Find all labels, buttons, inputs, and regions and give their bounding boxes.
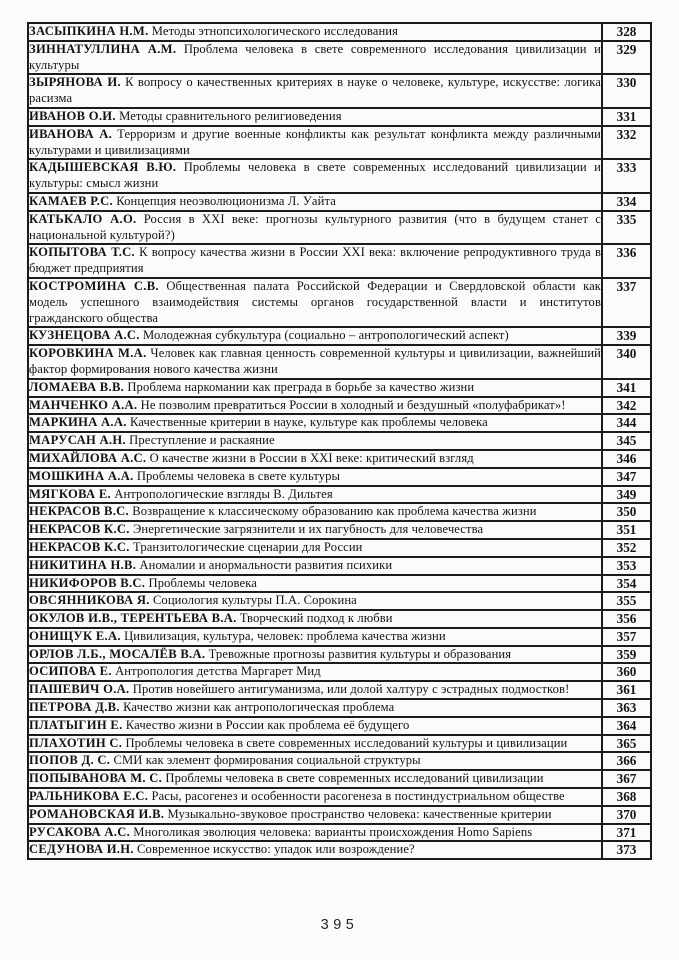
entry-title: Проблемы человека в свете современных исследований цивилизации <box>165 771 544 786</box>
entry-page-number: 371 <box>602 824 651 842</box>
table-row <box>28 126 651 160</box>
entry-page-number: 365 <box>602 735 651 753</box>
author-index-table-body <box>28 23 651 859</box>
entry-text <box>28 432 602 450</box>
entry-title: Общественная палата Российской Федерации и Свердловской области как модель успешного взаимодействия системы органов государственной власти и институтов гражданского общества <box>29 278 602 325</box>
entry-title: Качество жизни как антропологическая проблема <box>123 700 395 715</box>
entry-author: ПЛАХОТИН С. <box>29 735 123 750</box>
table-row <box>28 681 651 699</box>
table-row <box>28 592 651 610</box>
entry-title: Социология культуры П.А. Сорокина <box>152 593 357 608</box>
entry-author: ПОПЫВАНОВА М. С. <box>29 771 163 786</box>
table-row <box>28 770 651 788</box>
entry-title: Творческий подход к любви <box>239 611 393 626</box>
entry-page-number: 363 <box>602 699 651 717</box>
entry-author: НИКИФОРОВ В.С. <box>29 575 146 590</box>
table-row <box>28 414 651 432</box>
entry-text <box>28 397 602 415</box>
entry-title: Проблема наркомании как преграда в борьбе за качество жизни <box>127 379 475 394</box>
table-row <box>28 521 651 539</box>
entry-author: КОРОВКИНА М.А. <box>29 346 147 361</box>
entry-author: НИКИТИНА Н.В. <box>29 557 137 572</box>
entry-text <box>28 770 602 788</box>
entry-page-number: 368 <box>602 788 651 806</box>
entry-title: Методы этнопсихологического исследования <box>151 24 399 38</box>
table-row <box>28 841 651 859</box>
entry-author: ОСИПОВА Е. <box>29 664 112 679</box>
entry-text <box>28 735 602 753</box>
entry-page-number: 356 <box>602 610 651 628</box>
entry-author: РУСАКОВА А.С. <box>29 824 131 839</box>
entry-text <box>28 379 602 397</box>
entry-page-number: 373 <box>602 841 651 859</box>
entry-author: ИВАНОВ О.И. <box>29 108 116 123</box>
entry-page-number: 354 <box>602 575 651 593</box>
table-row <box>28 345 651 379</box>
entry-text <box>28 327 602 345</box>
entry-title: Проблемы человека в свете современных исследований культуры и цивилизации <box>125 735 568 750</box>
table-row <box>28 806 651 824</box>
entry-text <box>28 450 602 468</box>
entry-author: ОРЛОВ Л.Б., МОСАЛЁВ В.А. <box>29 646 206 661</box>
entry-page-number: 331 <box>602 108 651 126</box>
entry-page-number: 367 <box>602 770 651 788</box>
entry-author: КАДЫШЕВСКАЯ В.Ю. <box>29 160 177 175</box>
entry-page-number: 340 <box>602 345 651 379</box>
entry-text <box>28 592 602 610</box>
entry-text <box>28 503 602 521</box>
entry-title: Возвращение к классическому образованию как проблема качества жизни <box>132 504 537 519</box>
table-row <box>28 41 651 75</box>
entry-title: Проблемы человека <box>148 575 257 590</box>
table-row <box>28 486 651 504</box>
entry-author: ПЛАТЫГИН Е. <box>29 717 123 732</box>
entry-page-number: 352 <box>602 539 651 557</box>
table-row <box>28 610 651 628</box>
entry-text <box>28 681 602 699</box>
table-row <box>28 379 651 397</box>
entry-page-number: 336 <box>602 244 651 278</box>
entry-author: НЕКРАСОВ К.С. <box>29 522 130 537</box>
entry-author: КУЗНЕЦОВА А.С. <box>29 328 140 343</box>
entry-author: ОВСЯННИКОВА Я. <box>29 593 150 608</box>
entry-author: СЕДУНОВА И.Н. <box>29 842 134 857</box>
entry-text <box>28 717 602 735</box>
entry-author: МЯГКОВА Е. <box>29 486 112 501</box>
entry-page-number: 333 <box>602 159 651 193</box>
table-row <box>28 327 651 345</box>
entry-text <box>28 486 602 504</box>
entry-title: Антропология детства Маргарет Мид <box>115 664 321 679</box>
entry-author: МОШКИНА А.А. <box>29 468 134 483</box>
entry-text <box>28 126 602 160</box>
entry-text <box>28 345 602 379</box>
entry-page-number: 328 <box>602 23 651 41</box>
table-row <box>28 432 651 450</box>
table-row <box>28 503 651 521</box>
table-row <box>28 450 651 468</box>
entry-page-number: 339 <box>602 327 651 345</box>
entry-title: Проблема человека в свете современного исследования цивилизации и культуры <box>29 41 602 72</box>
entry-author: ЗИННАТУЛЛИНА А.М. <box>29 41 177 56</box>
entry-page-number: 335 <box>602 211 651 245</box>
entry-author: ОКУЛОВ И.В., ТЕРЕНТЬЕВА В.А. <box>29 611 237 626</box>
entry-title: К вопросу о качественных критериях в науке о человеке, культуре, искусстве: логика расизма <box>29 75 601 106</box>
entry-text <box>28 788 602 806</box>
entry-author: НЕКРАСОВ К.С. <box>29 539 130 554</box>
entry-text <box>28 610 602 628</box>
table-row <box>28 278 651 327</box>
entry-title: Россия в XXI веке: прогнозы культурного развития (что в будущем станет с национальной культурой?) <box>29 211 601 242</box>
entry-text <box>28 806 602 824</box>
entry-page-number: 351 <box>602 521 651 539</box>
entry-title: Проблемы человека в свете культуры <box>136 468 341 483</box>
table-row <box>28 788 651 806</box>
entry-text <box>28 414 602 432</box>
entry-text <box>28 663 602 681</box>
entry-text <box>28 628 602 646</box>
entry-author: МАРКИНА А.А. <box>29 415 127 430</box>
table-row <box>28 74 651 108</box>
entry-text <box>28 23 602 41</box>
entry-page-number: 334 <box>602 193 651 211</box>
entry-author: ПАШЕВИЧ О.А. <box>29 682 130 697</box>
entry-text <box>28 557 602 575</box>
author-index-table <box>27 22 652 860</box>
entry-text <box>28 468 602 486</box>
entry-page-number: 364 <box>602 717 651 735</box>
entry-page-number: 349 <box>602 486 651 504</box>
entry-title: Проблемы человека в свете современных исследований цивилизации и культуры: смысл жизни <box>29 160 601 191</box>
entry-title: Аномалии и анормальности развития психики <box>139 557 393 572</box>
entry-page-number: 353 <box>602 557 651 575</box>
entry-page-number: 350 <box>602 503 651 521</box>
entry-text <box>28 74 602 108</box>
entry-title: Антропологические взгляды В. Дильтея <box>114 486 333 501</box>
table-row <box>28 193 651 211</box>
entry-page-number: 347 <box>602 468 651 486</box>
entry-title: Расы, расогенез и особенности расогенеза в постиндустриальном обществе <box>151 789 565 804</box>
table-row <box>28 23 651 41</box>
table-row <box>28 397 651 415</box>
entry-title: Тревожные прогнозы развития культуры и образования <box>208 646 512 661</box>
entry-title: Молодежная субкультура (социально – антропологический аспект) <box>143 328 509 343</box>
table-row <box>28 824 651 842</box>
entry-title: Терроризм и другие военные конфликты как результат конфликта между различными культурами и цивилизациями <box>29 126 601 157</box>
entry-title: О качестве жизни в России в XXI веке: критический взгляд <box>149 450 474 465</box>
entry-text <box>28 575 602 593</box>
entry-page-number: 330 <box>602 74 651 108</box>
entry-title: Многоликая эволюция человека: варианты происхождения Homo Sapiens <box>133 824 533 839</box>
entry-title: Цивилизация, культура, человек: проблема качества жизни <box>124 628 446 643</box>
table-row <box>28 646 651 664</box>
entry-author: КАМАЕВ Р.С. <box>29 193 113 208</box>
entry-text <box>28 699 602 717</box>
table-row <box>28 735 651 753</box>
entry-page-number: 341 <box>602 379 651 397</box>
entry-page-number: 329 <box>602 41 651 75</box>
entry-author: МИХАЙЛОВА А.С. <box>29 450 147 465</box>
table-row <box>28 539 651 557</box>
table-row <box>28 468 651 486</box>
entry-text <box>28 244 602 278</box>
entry-text <box>28 193 602 211</box>
entry-text <box>28 108 602 126</box>
table-row <box>28 663 651 681</box>
entry-text <box>28 646 602 664</box>
table-row <box>28 699 651 717</box>
footer-page-number: 395 <box>320 917 359 933</box>
entry-title: Качество жизни в России как проблема её будущего <box>125 717 410 732</box>
entry-text <box>28 521 602 539</box>
table-row <box>28 557 651 575</box>
entry-author: ЗАСЫПКИНА Н.М. <box>29 24 149 38</box>
entry-page-number: 359 <box>602 646 651 664</box>
entry-author: КОПЫТОВА Т.С. <box>29 245 135 260</box>
entry-author: МАРУСАН А.Н. <box>29 433 126 448</box>
entry-title: Транзитологические сценарии для России <box>133 539 363 554</box>
entry-author: ПЕТРОВА Д.В. <box>29 700 120 715</box>
table-row <box>28 628 651 646</box>
entry-page-number: 332 <box>602 126 651 160</box>
entry-page-number: 357 <box>602 628 651 646</box>
entry-page-number: 355 <box>602 592 651 610</box>
entry-title: Энергетические загрязнители и их пагубность для человечества <box>133 522 484 537</box>
entry-title: СМИ как элемент формирования социальной структуры <box>113 753 421 768</box>
entry-title: Качественные критерии в науке, культуре как проблемы человека <box>129 415 488 430</box>
table-row <box>28 244 651 278</box>
entry-author: НЕКРАСОВ В.С. <box>29 504 130 519</box>
entry-page-number: 344 <box>602 414 651 432</box>
entry-text <box>28 159 602 193</box>
entry-text <box>28 841 602 859</box>
table-row <box>28 717 651 735</box>
entry-author: ЗЫРЯНОВА И. <box>29 75 121 90</box>
entry-author: МАНЧЕНКО А.А. <box>29 397 138 412</box>
entry-title: Музыкально-звуковое пространство человека: качественные критерии <box>167 806 552 821</box>
table-row <box>28 752 651 770</box>
entry-page-number: 337 <box>602 278 651 327</box>
entry-title: Современное искусство: упадок или возрождение? <box>137 842 415 857</box>
entry-page-number: 370 <box>602 806 651 824</box>
entry-author: ОНИЩУК Е.А. <box>29 628 121 643</box>
entry-text <box>28 539 602 557</box>
table-row <box>28 108 651 126</box>
entry-author: ЛОМАЕВА В.В. <box>29 379 125 394</box>
entry-title: Против новейшего антигуманизма, или долой халтуру с эстрадных подмостков! <box>132 682 570 697</box>
entry-author: РОМАНОВСКАЯ И.В. <box>29 806 165 821</box>
entry-title: Преступление и раскаяние <box>129 433 275 448</box>
entry-page-number: 366 <box>602 752 651 770</box>
entry-title: Не позволим превратиться России в холодный и бездушный «полуфабрикат»! <box>140 397 566 412</box>
entry-title: Концепция неоэволюционизма Л. Уайта <box>116 193 336 208</box>
entry-author: КОСТРОМИНА С.В. <box>29 278 159 293</box>
entry-author: РАЛЬНИКОВА Е.С. <box>29 789 149 804</box>
entry-text <box>28 211 602 245</box>
entry-page-number: 361 <box>602 681 651 699</box>
entry-page-number: 360 <box>602 663 651 681</box>
entry-title: Человек как главная ценность современной культуры и цивилизации, важнейший фактор формирования нового качества жизни <box>29 346 601 376</box>
table-row <box>28 575 651 593</box>
table-row <box>28 159 651 193</box>
entry-page-number: 345 <box>602 432 651 450</box>
entry-author: ПОПОВ Д. С. <box>29 753 111 768</box>
entry-text <box>28 41 602 75</box>
entry-text <box>28 278 602 327</box>
table-row <box>28 211 651 245</box>
entry-title: Методы сравнительного религиоведения <box>119 108 342 123</box>
entry-author: КАТЬКАЛО А.О. <box>29 211 137 226</box>
entry-title: К вопросу качества жизни в России XXI века: включение репродуктивного труда в бюджет предприятия <box>29 245 602 276</box>
entry-text <box>28 752 602 770</box>
entry-text <box>28 824 602 842</box>
entry-page-number: 346 <box>602 450 651 468</box>
entry-page-number: 342 <box>602 397 651 415</box>
entry-author: ИВАНОВА А. <box>29 126 113 141</box>
